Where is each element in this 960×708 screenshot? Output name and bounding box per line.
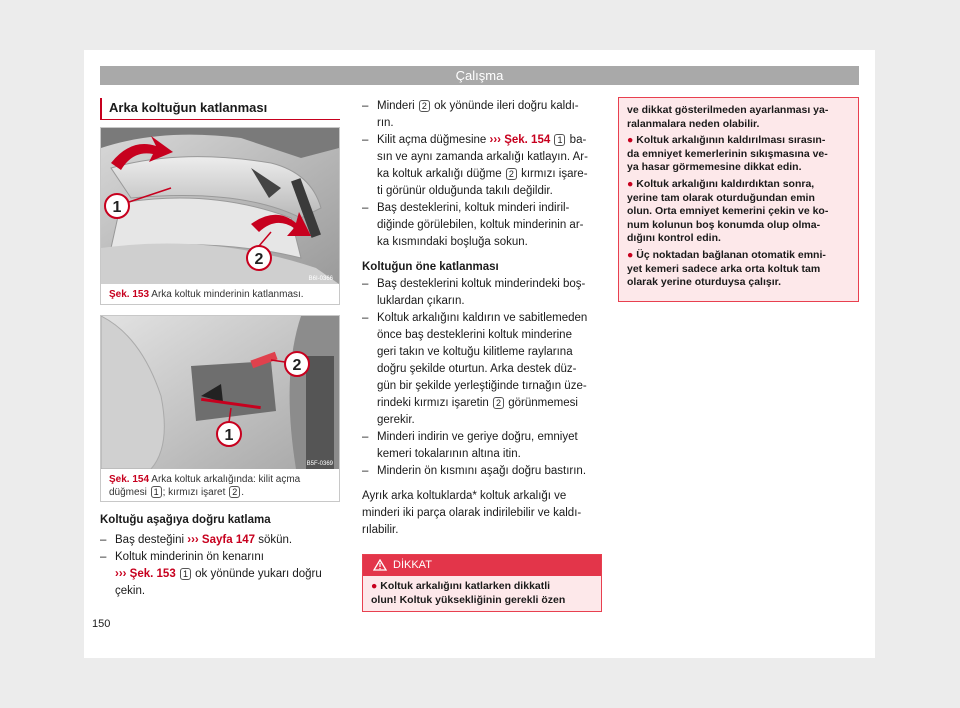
figure-ref: Şek. 153 [109, 289, 150, 300]
chapter-header: Çalışma [100, 66, 859, 85]
warning-body [363, 576, 601, 611]
item-text: Koltuk arkalığını kaldırın ve sabitlemeden [377, 312, 588, 324]
item-text: ok yönünde yukarı doğru [195, 568, 322, 580]
ref-badge: 1 [554, 134, 565, 146]
note-paragraph [627, 134, 850, 175]
item-text: Kilit açma düğmesine [377, 134, 487, 146]
item-text: Minderi indirin ve geriye doğru, emniyet [377, 431, 578, 443]
warning-icon [373, 559, 387, 571]
warning-text: olun! Koltuk yüksekliğinin gerekli özen [371, 594, 566, 606]
seat-backrest-illustration [101, 316, 339, 469]
caption-text: . [241, 487, 244, 498]
warning-header [363, 555, 601, 576]
para-text: rılabilir. [362, 524, 399, 536]
column-1-text [100, 512, 345, 600]
item-text: çekin. [115, 585, 146, 597]
list-item: – Minderi indirin ve geriye doğru, emniyet kemeri tokalarının altına itin. [362, 431, 578, 460]
item-text: gün bir şekilde yerleştiğinde tırnağın üze- [377, 380, 587, 392]
item-text: gerekir. [377, 414, 415, 426]
item-text: ok yönünde ileri doğru kaldı- [434, 100, 579, 112]
figure-code: B5F-0369 [306, 461, 333, 467]
item-text: luklardan çıkarın. [377, 295, 465, 307]
warning-label: DİKKAT [393, 559, 432, 571]
item-text: görünmemesi [508, 397, 578, 409]
item-text: Baş desteklerini koltuk minderindeki boş- [377, 278, 586, 290]
item-text: diğinde görülebilen, koltuk minderinin ar- [377, 219, 584, 231]
bullet-icon: ● [627, 248, 634, 261]
callout-1: 1 [224, 427, 234, 444]
item-text: ti görünür olduğunda takılı değildir. [377, 185, 553, 197]
figure-caption [101, 284, 339, 301]
note-text: da emniyet kemerlerinin sıkışmasına ve- [627, 147, 828, 160]
bullet-icon: ● [627, 134, 634, 147]
bullet-icon: ● [371, 580, 378, 592]
figure-ref: Şek. 154 [109, 474, 150, 485]
note-text: olun. Orta emniyet kemerini çekin ve ko- [627, 205, 829, 218]
seat-cushion-illustration [101, 128, 339, 284]
warning-continuation-box [618, 97, 859, 302]
note-paragraph [627, 104, 850, 131]
caption-text: ; kırmızı işaret [162, 487, 226, 498]
page-link[interactable]: ››› Sayfa 147 [187, 534, 256, 546]
note-text: Koltuk arkalığının kaldırılması sırasın- [636, 134, 826, 147]
list-item: – Koltuk minderinin ön kenarını ››› Şek. 153 1 ok yönünde yukarı doğru çekin. [100, 551, 322, 597]
item-text: rindeki kırmızı işaretin [377, 397, 489, 409]
item-text: sökün. [258, 534, 293, 546]
figure-caption [101, 469, 339, 499]
figure-link[interactable]: ››› Şek. 153 [115, 568, 176, 580]
callout-1: 1 [112, 199, 122, 216]
warning-box [362, 554, 602, 612]
bullet-icon: ● [627, 177, 634, 190]
item-text: doğru şekilde oturtun. Arka destek düz- [377, 363, 577, 375]
ref-badge: 1 [151, 486, 162, 498]
item-text: Baş desteğini [115, 534, 185, 546]
note-text: yet kemeri sadece arka orta koltuk tam [627, 262, 821, 275]
warning-text: Koltuk arkalığını katlarken dikkatli [380, 580, 551, 592]
list-item: – Kilit açma düğmesine ››› Şek. 154 1 ba- sın ve aynı zamanda arkalığı katlayın. Ar- ka koltuk arkalığı düğme 2 kırmızı işare- ti görünür olduğunda takılı değildir. [362, 134, 588, 197]
figure-154 [100, 315, 340, 502]
note-text: Koltuk arkalığını kaldırdıktan sonra, [636, 177, 815, 190]
page-number: 150 [92, 618, 111, 630]
item-text: sın ve aynı zamanda arkalığı katlayın. Ar- [377, 151, 588, 163]
item-text: ka kısmındaki boşluğa sokun. [377, 236, 528, 248]
note-text: Üç noktadan bağlanan otomatik emni- [636, 248, 826, 261]
ref-badge: 2 [419, 100, 430, 112]
note-text: ralanmalara neden olabilir. [627, 117, 760, 130]
item-text: geri takın ve koltuğu kilitleme raylarına [377, 346, 573, 358]
ref-badge: 2 [493, 397, 504, 409]
note-paragraph [627, 178, 850, 246]
item-text: önce baş desteklerini koltuk minderine [377, 329, 572, 341]
ref-badge: 2 [229, 486, 240, 498]
note-text: ya hasar görmemesine dikkat edin. [627, 161, 802, 174]
item-text: Baş desteklerini, koltuk minderi indiril- [377, 202, 570, 214]
caption-text: Arka koltuk arkalığında: kilit açma [151, 474, 301, 485]
figure-code: B6I-0366 [308, 276, 333, 282]
paragraph [362, 488, 607, 539]
item-text: Minderin ön kısmını aşağı doğru bastırın. [377, 465, 587, 477]
callout-2: 2 [292, 357, 302, 374]
note-text: num kolunun boş konumda olup olma- [627, 218, 821, 231]
figure-link[interactable]: ››› Şek. 154 [489, 134, 551, 146]
list-item: – Baş desteklerini koltuk minderindeki boş- luklardan çıkarın. [362, 278, 586, 307]
item-text: ba- [569, 134, 587, 146]
item-text: kemeri tokalarının altına itin. [377, 448, 521, 460]
figure-153 [100, 127, 340, 305]
note-text: ve dikkat gösterilmeden ayarlanması ya- [627, 104, 829, 116]
list-item: – Baş desteğini ››› Sayfa 147 sökün. [100, 534, 293, 546]
note-text: yerine tam olarak oturduğundan emin [627, 191, 815, 204]
list-item: – Minderin ön kısmını aşağı doğru bastırın. [362, 465, 587, 477]
list-item: – Baş desteklerini, koltuk minderi indiril- diğinde görülebilen, koltuk minderinin ar- ka kısmındaki boşluğa sokun. [362, 202, 584, 248]
column-2-text [362, 98, 607, 539]
list-item: – Minderi 2 ok yönünde ileri doğru kaldı- rın. [362, 100, 579, 129]
item-text: kırmızı işare- [521, 168, 588, 180]
subheading: Koltuğun öne katlanması [362, 261, 499, 273]
list-item: – Koltuk arkalığını kaldırın ve sabitlemeden önce baş desteklerini koltuk minderine geri takın ve koltuğu kilitleme raylarına doğru şekilde oturtun. Arka destek düz- gün bir şekilde yerleştiğinde tırnağın üze- rindeki kırmızı işaretin 2 görünmemesi gerekir. [362, 312, 588, 426]
caption-text: düğmesi [109, 487, 147, 498]
subheading: Koltuğu aşağıya doğru katlama [100, 514, 271, 526]
item-text: Koltuk minderinin ön kenarını [115, 551, 264, 563]
callout-2: 2 [254, 251, 264, 268]
para-text: minderi iki parça olarak indirilebilir ve kaldı- [362, 507, 582, 519]
note-text: olarak yerine oturduysa çalışır. [627, 276, 782, 289]
item-text: Minderi [377, 100, 415, 112]
item-text: rın. [377, 117, 394, 129]
note-text: dığını kontrol edin. [627, 232, 721, 245]
para-text: Ayrık arka koltuklarda* koltuk arkalığı ve [362, 490, 567, 502]
item-text: ka koltuk arkalığı düğme [377, 168, 502, 180]
ref-badge: 2 [506, 168, 517, 180]
note-paragraph [627, 249, 850, 290]
caption-text: Arka koltuk minderinin katlanması. [151, 289, 304, 300]
ref-badge: 1 [180, 568, 191, 580]
section-title: Arka koltuğun katlanması [100, 98, 340, 120]
